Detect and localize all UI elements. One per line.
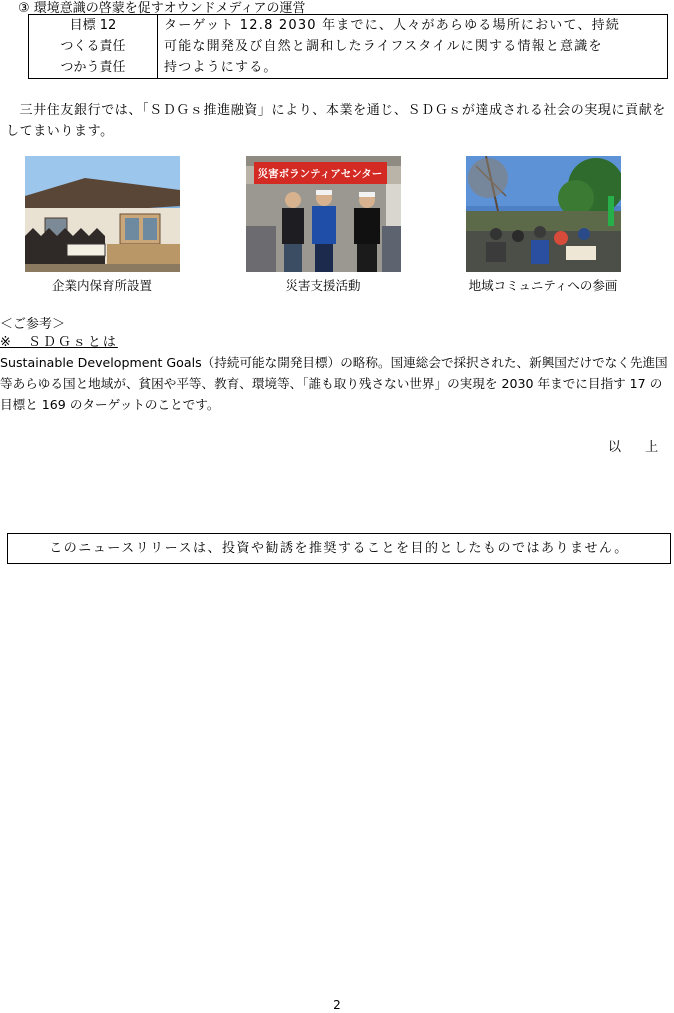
- goal-label-cell: [29, 15, 158, 79]
- photo-caption-nursery: 企業内保育所設置: [51, 278, 152, 293]
- volunteer-banner-text: 災害ボランティアセンター: [257, 168, 383, 180]
- sdgs-note-body: Sustainable Development Goals（持続可能な開発目標）の略称。国連総会で採択された、新興国だけでなく先進国等あらゆる国と地域が、貧困や平等、教育、環境等、「誰も取り残さない世界」の実現を 2030 年までに目指す 17 の目標と 169 のターゲットのことです。: [0, 355, 668, 412]
- target-line: 持つようにする。: [164, 60, 278, 75]
- goal-name-line2: つかう責任: [60, 60, 126, 75]
- photo-caption-disaster: 災害支援活動: [285, 278, 361, 293]
- target-line: ターゲット 12.8 2030 年までに、人々があらゆる場所において、持続: [164, 18, 621, 33]
- disaster-support-photo: [246, 156, 401, 272]
- target-line: 可能な開発及び自然と調和したライフスタイルに関する情報と意識を: [164, 39, 603, 54]
- closing-mark: 以 上: [608, 440, 669, 455]
- goal-number: 目標 12: [69, 18, 117, 33]
- intro-paragraph: 三井住友銀行では、「ＳＤＧｓ推進融資」により、本業を通じ、ＳＤＧｓが達成される社会の実現に貢献をしてまいります。: [6, 103, 666, 139]
- goal-name-line1: つくる責任: [60, 39, 126, 54]
- goal-table: [28, 14, 668, 79]
- nursery-photo: [25, 156, 180, 272]
- section-heading: ③ 環境意識の啓蒙を促すオウンドメディアの運営: [18, 1, 306, 16]
- page-number: 2: [333, 998, 341, 1012]
- reference-heading: ＜ご参考＞: [0, 317, 66, 332]
- target-description-cell: [158, 15, 668, 79]
- sdgs-note-heading: ※ ＳＤＧｓとは: [0, 335, 118, 350]
- disclaimer-box: このニュースリリースは、投資や勧誘を推奨することを目的としたものではありません。: [7, 533, 671, 564]
- photo-caption-community: 地域コミュニティへの参画: [468, 278, 618, 293]
- community-photo: [466, 156, 621, 272]
